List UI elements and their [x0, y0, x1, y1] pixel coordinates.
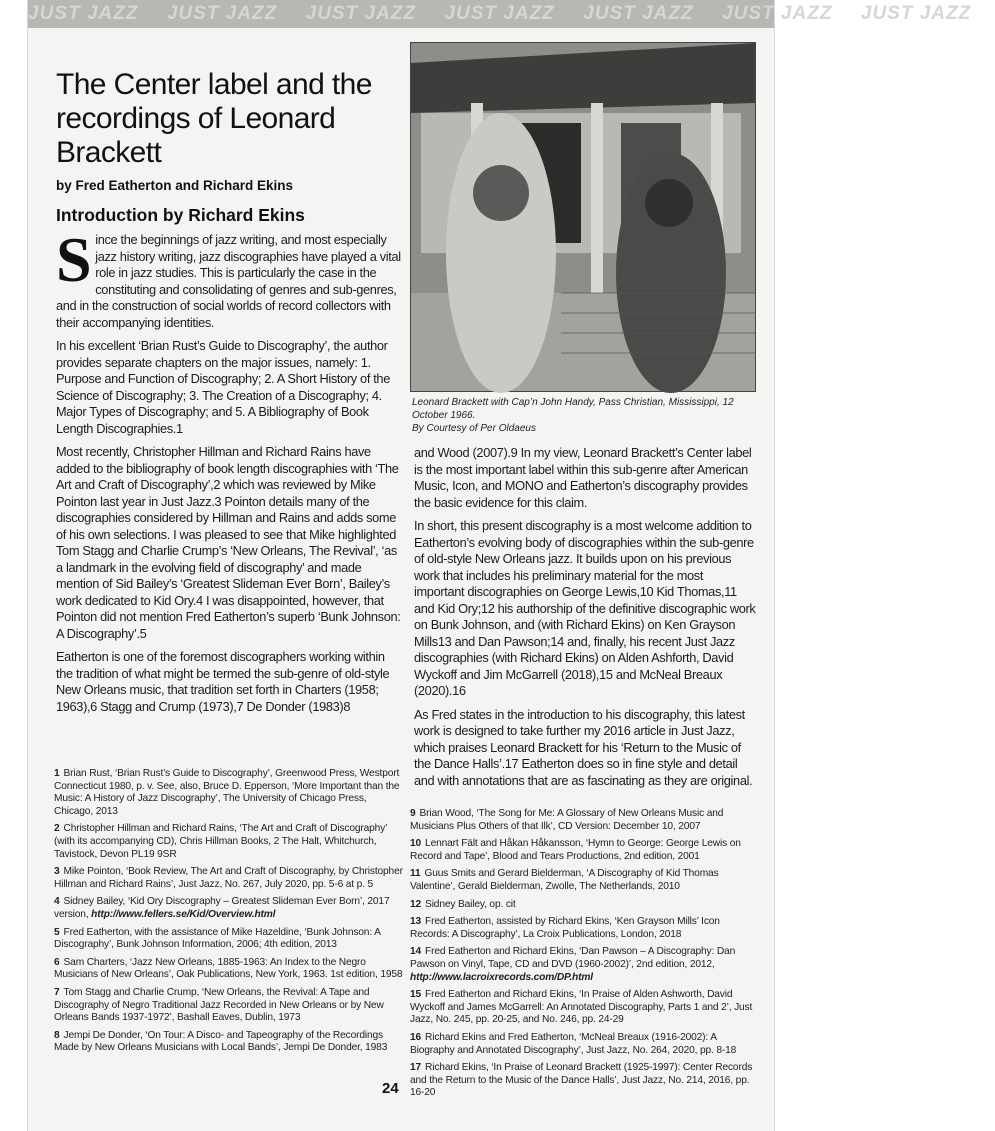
- photo-illustration: [411, 43, 755, 391]
- footnote: [54, 866, 404, 891]
- footnote-text: Sam Charters, ‘Jazz New Orleans, 1885-1963: An Index to the Negro Musicians of New Orleans’, Oak Publications, New York, 1963. 1st edition, 1958: [54, 956, 403, 981]
- footnote-text: Tom Stagg and Charlie Crump, ‘New Orleans, the Revival: A Tape and Discography of Negro Traditional Jazz Recorded in New Orleans or by New Orleans Bands 1937-1972’, Bashall Eaves, Dublin, 1973: [54, 986, 384, 1024]
- footnote-number: 15: [410, 989, 422, 1001]
- footnote: [410, 868, 756, 893]
- paragraph-4: Eatherton is one of the foremost discographers working within the tradition of what might be termed the sub-genre of old-style New Orleans music, that tradition set forth in Charters (1958; 1963),6 Stagg and Crump (1973),7 De Donder (1983)8: [56, 649, 390, 714]
- footnote-number: 9: [410, 808, 416, 819]
- footnote: [54, 896, 404, 921]
- intro-heading: Introduction by Richard Ekins: [56, 205, 305, 225]
- caption-line-1: Leonard Brackett with Cap’n John Handy, Pass Christian, Mississippi, 12 October 1966.: [412, 397, 734, 421]
- footnote-text: Fred Eatherton, with the assistance of Mike Hazeldine, ‘Bunk Johnson: A Discography’, Bunk Johnson Information, 2006; 4th edition, 2013: [54, 926, 381, 951]
- footnote: [410, 1062, 756, 1100]
- footnote-url-link[interactable]: http://www.fellers.se/Kid/Overview.html: [91, 908, 276, 920]
- caption-line-2: By Courtesy of Per Oldaeus: [412, 423, 536, 434]
- paragraph-2: In his excellent ‘Brian Rust’s Guide to Discography’, the author provides separate chapters on the major issues, namely: 1. Purpose and Function of Discography; 2. A Short History of the Science of Discography; 3. The Creation of a Discography; 4. Major Types of Discography; and 5. A Bibliography of Book Length Discographies.1: [56, 338, 390, 436]
- footnote-number: 13: [410, 916, 422, 928]
- footnote: [410, 899, 756, 912]
- footnote-text: Guus Smits and Gerard Bielderman, ‘A Discography of Kid Thomas Valentine’, Gerald Bielderman, Zwolle, The Netherlands, 2010: [410, 868, 719, 892]
- footnote: [410, 808, 756, 833]
- footnote: [410, 838, 756, 863]
- byline: by Fred Eatherton and Richard Ekins: [56, 178, 294, 193]
- paragraph-7: As Fred states in the introduction to his discography, this latest work is designed to take further my 2016 article in Just Jazz, which praises Leonard Brackett for his ‘Return to the Music of the Dance Halls’.17 Eatherton does so in fine style and detail and with annotations that are as fascinating as they are original.: [414, 706, 753, 788]
- footnote-number: 17: [410, 1062, 422, 1074]
- historical-photo: [410, 42, 756, 392]
- paragraph-5: and Wood (2007).9 In my view, Leonard Brackett’s Center label is the most important label within this sub-genre after American Music, Icon, and MONO and Eatherton’s discography provides the basic evidence for this claim.: [414, 445, 752, 510]
- footnote: [54, 1030, 404, 1055]
- footnote-number: 6: [54, 956, 60, 968]
- footnote: [54, 768, 404, 818]
- banner-word: JUST JAZZ: [583, 3, 694, 24]
- banner-word: JUST JAZZ: [722, 3, 833, 24]
- footnote-url-link[interactable]: http://www.lacroixrecords.com/DP.html: [410, 971, 593, 983]
- footnote-text: Fred Eatherton, assisted by Richard Ekins, ‘Ken Grayson Mills’ Icon Records: A Discography’, La Croix Publications, London, 2018: [410, 916, 720, 940]
- footnote: [54, 927, 404, 952]
- footnote: [410, 916, 756, 941]
- banner-word: JUST JAZZ: [305, 3, 416, 24]
- footnotes-left: [54, 768, 404, 1060]
- footnote: [54, 987, 404, 1025]
- footnotes-right: [410, 808, 756, 1105]
- footnote-text: Jempi De Donder, ‘On Tour: A Disco- and Tapeography of the Recordings Made by New Orleans Musicians with Local Bands’, Jempi De Donder, 1983: [54, 1029, 388, 1054]
- title-line-2: recordings of Leonard Brackett: [56, 102, 336, 169]
- footnote-number: 1: [54, 768, 60, 779]
- footnote: [410, 989, 756, 1027]
- footnote-text: Lennart Fält and Håkan Håkansson, ‘Hymn to George: George Lewis on Record and Tape’, Blood and Tears Productions, 2nd edition, 2001: [410, 838, 741, 862]
- footnote-text: Mike Pointon, ‘Book Review, The Art and Craft of Discography, by Christopher Hillman and Richard Rains’, Just Jazz, No. 267, July 2020, pp. 5-6 at p. 5: [54, 866, 403, 890]
- banner-word: JUST JAZZ: [444, 3, 555, 24]
- footnote-number: 12: [410, 898, 422, 910]
- footnote: [410, 1032, 756, 1057]
- footnote-text: Brian Wood, ‘The Song for Me: A Glossary of New Orleans Music and Musicians Plus Others of that Ilk’, CD Version: December 10, 2007: [410, 808, 724, 832]
- footnote-number: 16: [410, 1031, 422, 1043]
- title-line-1: The Center label and the: [56, 68, 372, 101]
- footnote-text: Richard Ekins and Fred Eatherton, ‘McNeal Breaux (1916-2002): A Biography and Annotated Discography’, Just Jazz, No. 264, 2020, pp. 8-18: [410, 1031, 737, 1056]
- left-column: [52, 42, 402, 722]
- footnote-number: 8: [54, 1029, 60, 1041]
- footnote-text: Christopher Hillman and Richard Rains, ‘The Art and Craft of Discography’ (with its accompanying CD), Chris Hillman Books, 2 The Halt, Whitchurch, Tavistock, Devon PL19 9SR: [54, 823, 387, 860]
- footnote: [410, 946, 756, 984]
- footnote-text: Richard Ekins, ‘In Praise of Leonard Brackett (1925-1997): Center Records and the Return to the Music of the Dance Halls’, Just Jazz, No. 214, 2016, pp. 16-20: [410, 1062, 753, 1099]
- drop-cap: S: [56, 224, 92, 295]
- footnote: [54, 957, 404, 982]
- paragraph-1: [56, 224, 402, 331]
- footnote-text: Sidney Bailey, op. cit: [425, 898, 516, 910]
- footnote-text: Fred Eatherton and Richard Ekins, ‘Dan Pawson – A Discography: Dan Pawson on Vinyl, Tape, CD and DVD (1960-2002)’, 2nd edition, 2012,: [410, 946, 736, 970]
- right-column: [410, 42, 756, 796]
- footnote-text: Fred Eatherton and Richard Ekins, ‘In Praise of Alden Ashworth, David Wyckoff and James McGarrell: An Annotated Discography, Parts 1 and 2’, Just Jazz, No. 245, pp. 20-25, and No. 246, pp. 24-29: [410, 989, 753, 1026]
- paragraph-6: In short, this present discography is a most welcome addition to Eatherton’s evolving body of discographies within the sub-genre of old-style New Orleans jazz. It builds upon on his previous work that includes his preliminary material for the most important discographies on George Lewis,10 Kid Thomas,11 and Kid Ory;12 his authorship of the definitive discographic work on Bunk Johnson, and (with Richard Ekins) on Ken Grayson Mills13 and Dan Pawson;14 and, finally, his recent Just Jazz discographies (with Richard Ekins) on Alden Ashforth, David Wyckoff and Jim McGarrell (2018),15 and McNeal Breaux (2020).16: [414, 518, 756, 698]
- article-title: [56, 68, 402, 170]
- footnote-number: 2: [54, 823, 60, 835]
- footnote-number: 11: [410, 868, 421, 880]
- paragraph-1-text: ince the beginnings of jazz writing, and most especially jazz history writing, jazz discographies have played a vital role in jazz studies. This is particularly the case in the constituting and consolidating of genres and sub-genres, and in the construction of social worlds of record collectors with their accompanying identities.: [56, 232, 401, 330]
- paragraph-3: Most recently, Christopher Hillman and Richard Rains have added to the bibliography of book length discographies with ‘The Art and Craft of Discography’,2 which was reviewed by Mike Pointon last year in Just Jazz.3 Pointon details many of the discographies considered by Hillman and Rains and adds some of his own selections. I was pleased to see that Mike highlighted Tom Stagg and Charlie Crump’s ‘New Orleans, The Revival’, ‘as a landmark in the evolving field of discography’ and made mention of Sid Bailey’s ‘Greatest Slideman Ever Born’, Bailey’s work dedicated to Kid Ory.4 I was disappointed, however, that Pointon did not mention Fred Eatherton’s superb ‘Bunk Johnson: A Discography’.5: [56, 444, 401, 641]
- banner-word: JUST JAZZ: [860, 3, 972, 24]
- footnote-text: Sidney Bailey, ‘Kid Ory Discography – Greatest Slideman Ever Born’, 2017 version,: [54, 896, 390, 920]
- photo-caption: [412, 396, 756, 435]
- footnote: [54, 823, 404, 861]
- banner-word: JUST JAZZ: [166, 3, 278, 24]
- footnote-number: 7: [54, 986, 60, 998]
- page-number: 24: [382, 1080, 399, 1097]
- banner-word: JUST JAZZ: [28, 3, 139, 24]
- footnote-text: Brian Rust, ‘Brian Rust’s Guide to Discography’, Greenwood Press, Westport Connecticut 1980, p. v. See, also, Bruce D. Epperson, ‘More Important than the Music: A History of Jazz Discography’, The University of Chicago Press, Chicago, 2013: [54, 768, 400, 817]
- footnote-number: 10: [410, 838, 422, 850]
- footnote-number: 5: [54, 926, 60, 938]
- footnote-number: 14: [410, 946, 422, 958]
- header-banner: [28, 0, 972, 28]
- footnote-number: 4: [54, 896, 60, 908]
- footnote-number: 3: [54, 866, 60, 878]
